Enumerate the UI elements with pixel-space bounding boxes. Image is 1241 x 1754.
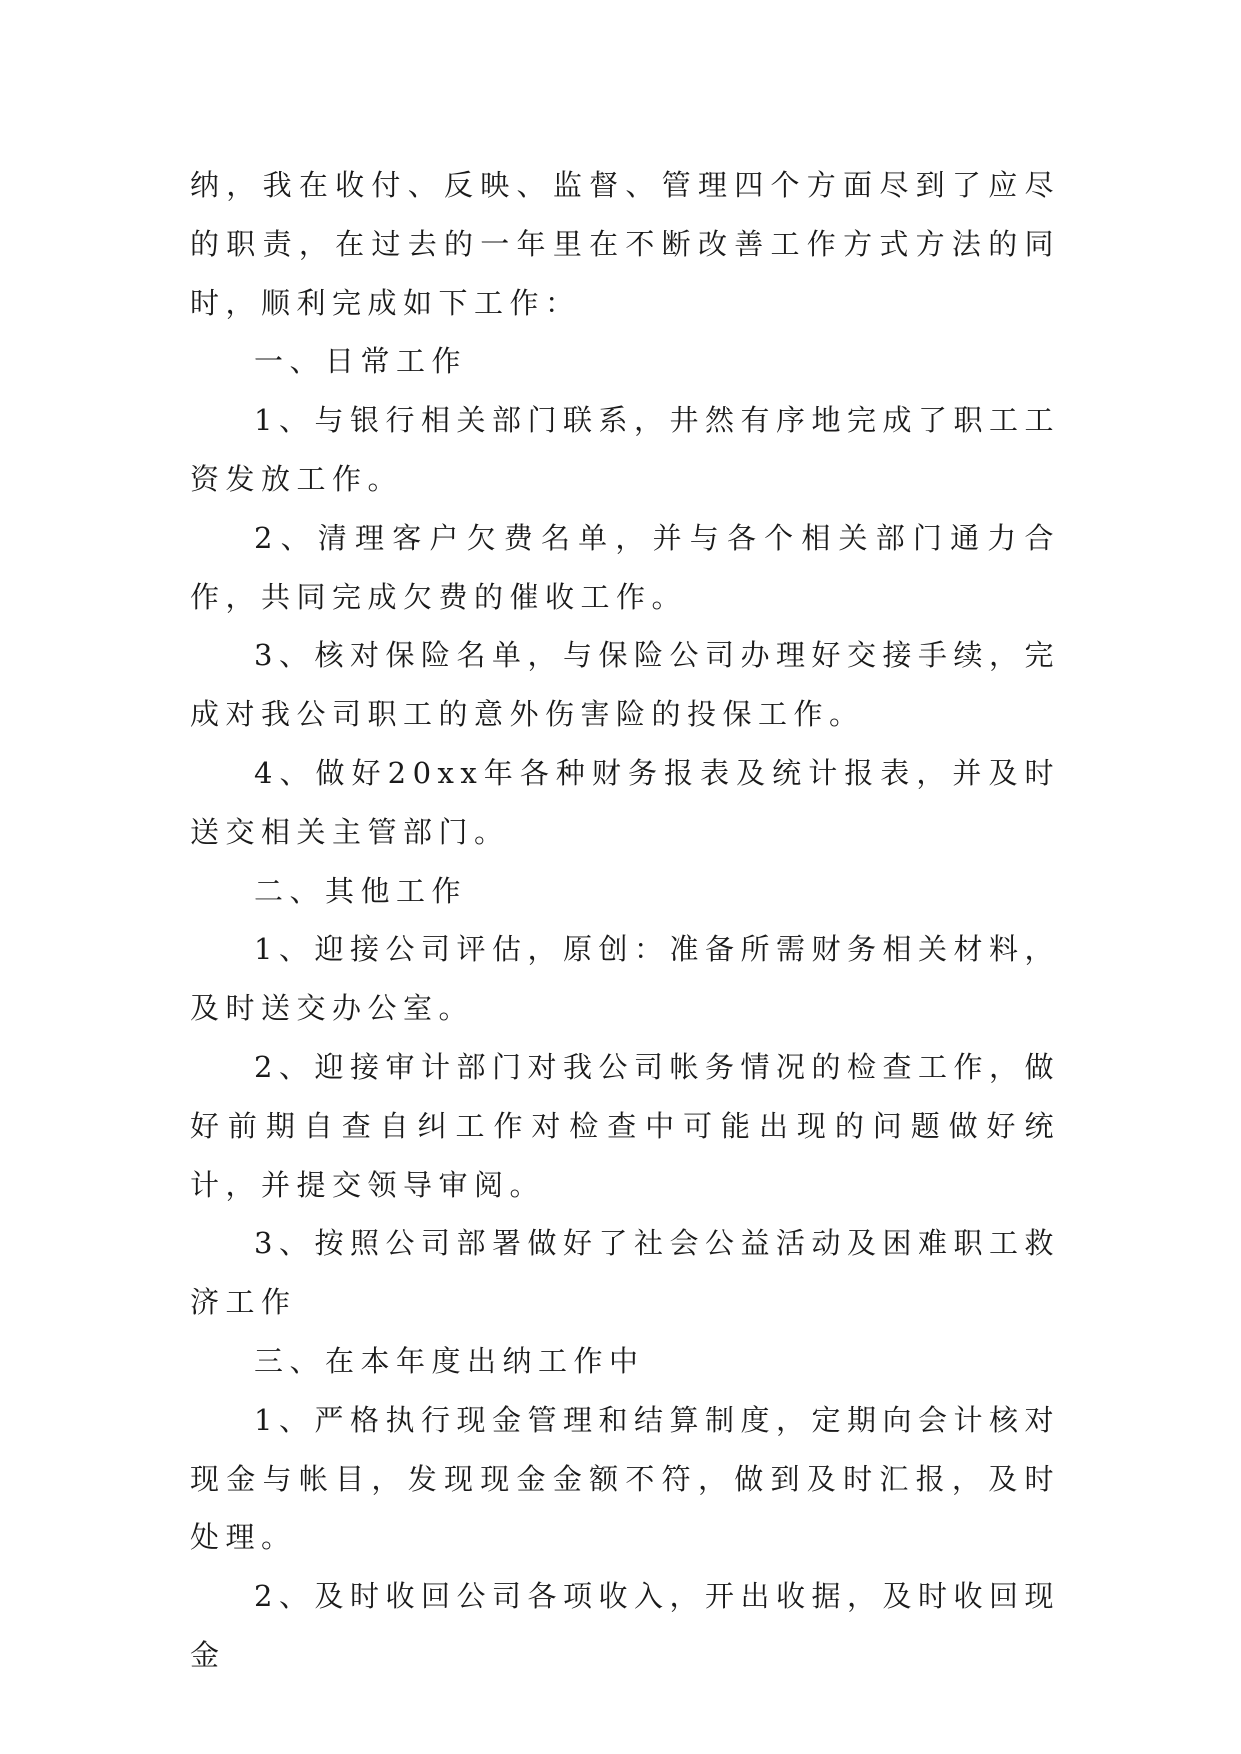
paragraph-item: 2、清理客户欠费名单，并与各个相关部门通力合作，共同完成欠费的催收工作。 (190, 520, 1060, 614)
paragraph-item: 3、核对保险名单，与保险公司办理好交接手续，完成对我公司职工的意外伤害险的投保工作。 (190, 638, 1060, 732)
section-heading-other-work: 二、其他工作 (254, 873, 468, 908)
section-heading-daily-work: 一、日常工作 (254, 344, 468, 379)
document-body (190, 156, 1060, 1685)
paragraph-item: 1、迎接公司评估，原创：准备所需财务相关材料，及时送交办公室。 (190, 932, 1060, 1026)
paragraph-item: 2、及时收回公司各项收入，开出收据，及时收回现金 (190, 1579, 1060, 1672)
paragraph-item: 1、严格执行现金管理和结算制度，定期向会计核对现金与帐目，发现现金金额不符，做到及时汇报，及时处理。 (190, 1402, 1060, 1555)
paragraph-intro-continued: 纳，我在收付、反映、监督、管理四个方面尽到了应尽的职责，在过去的一年里在不断改善工作方式方法的同时，顺利完成如下工作： (190, 168, 1060, 320)
paragraph-item: 1、与银行相关部门联系，井然有序地完成了职工工资发放工作。 (190, 403, 1060, 496)
paragraph-item: 4、做好20xx年各种财务报表及统计报表，并及时送交相关主管部门。 (190, 755, 1060, 849)
paragraph-item: 3、按照公司部署做好了社会公益活动及困难职工救济工作 (190, 1226, 1060, 1320)
section-heading-cashier-work: 三、在本年度出纳工作中 (254, 1343, 645, 1378)
paragraph-item: 2、迎接审计部门对我公司帐务情况的检查工作，做好前期自查自纠工作对检查中可能出现的问题做好统计，并提交领导审阅。 (190, 1049, 1060, 1202)
